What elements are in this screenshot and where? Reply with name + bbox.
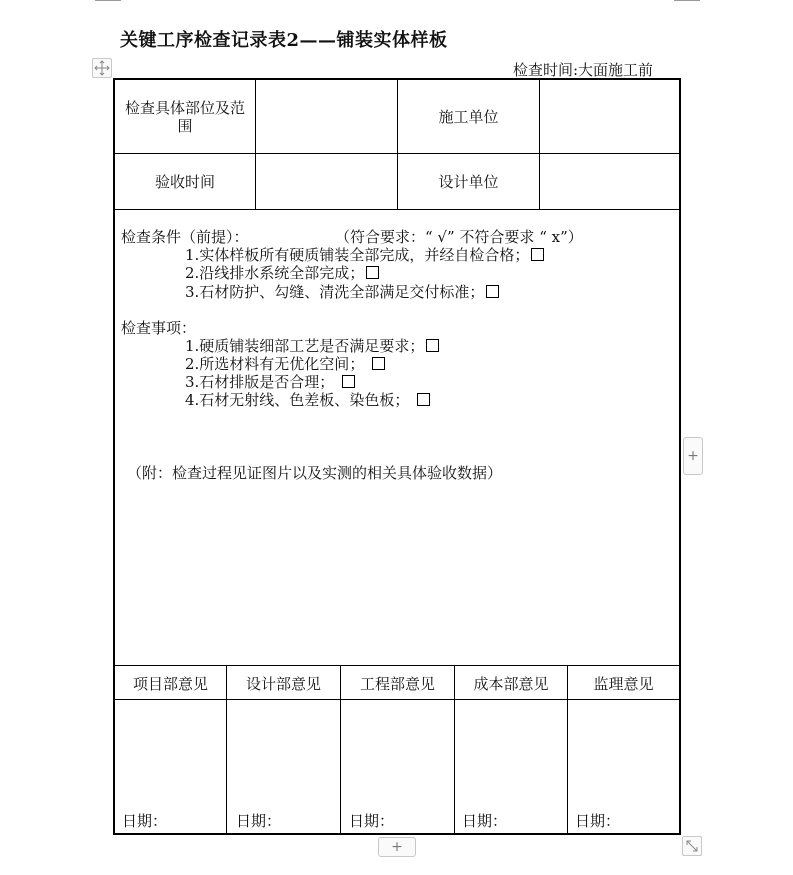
plus-icon: + <box>687 448 699 464</box>
acceptance-time-value[interactable] <box>256 154 397 209</box>
signoff-header-design: 设计部意见 <box>245 675 321 693</box>
signoff-date-supervision: 日期： <box>575 812 621 830</box>
conditions-heading: 检查条件（前提）： <box>121 228 249 246</box>
add-column-button[interactable] <box>683 437 703 475</box>
signoff-header-engineering: 工程部意见 <box>359 675 435 693</box>
inspect-scope-label: 检查具体部位及范围 <box>124 98 245 135</box>
check-item-text: 4.石材无射线、色差板、染色板； <box>185 391 410 409</box>
signoff-header-supervision: 监理意见 <box>593 675 654 693</box>
check-checkbox[interactable] <box>426 339 439 352</box>
inspection-time: 检查时间:大面施工前 <box>513 61 654 79</box>
design-unit-value[interactable] <box>540 154 679 209</box>
signoff-date-engineering: 日期： <box>349 812 395 830</box>
condition-item <box>185 283 499 301</box>
add-row-button[interactable] <box>378 837 416 857</box>
design-unit-label: 设计单位 <box>438 172 499 191</box>
plus-icon: + <box>391 839 403 855</box>
items-check-heading: 检查事项： <box>121 319 197 337</box>
condition-item-text: 3.石材防护、勾缝、清洗全部满足交付标准； <box>185 283 485 301</box>
inspect-scope-value[interactable] <box>256 80 397 153</box>
table-move-handle[interactable] <box>92 58 112 78</box>
condition-item <box>185 246 544 264</box>
check-checkbox[interactable] <box>342 375 355 388</box>
row-divider <box>115 209 679 210</box>
signoff-date-design: 日期： <box>236 812 282 830</box>
check-checkbox[interactable] <box>417 393 430 406</box>
conditions-legend: （符合要求：“ √” 不符合要求 “ x”） <box>335 228 583 246</box>
condition-item <box>185 264 379 282</box>
attachment-note: （附：检查过程见证图片以及实测的相关具体验收数据） <box>127 464 503 482</box>
signoff-header-cost: 成本部意见 <box>473 675 549 693</box>
condition-item-text: 2.沿线排水系统全部完成； <box>185 264 365 282</box>
condition-checkbox[interactable] <box>531 248 544 261</box>
check-item <box>185 373 355 391</box>
check-item <box>185 337 439 355</box>
condition-item-text: 1.实体样板所有硬质铺装全部完成，并经自检合格； <box>185 246 530 264</box>
construction-unit-value[interactable] <box>540 80 679 153</box>
condition-checkbox[interactable] <box>366 266 379 279</box>
check-item-text: 3.石材排版是否合理； <box>185 373 335 391</box>
condition-checkbox[interactable] <box>486 285 499 298</box>
construction-unit-label: 施工单位 <box>438 107 499 126</box>
signoff-date-cost: 日期： <box>462 812 508 830</box>
move-icon <box>93 59 111 77</box>
check-item-text: 1.硬质铺装细部工艺是否满足要求； <box>185 337 425 355</box>
signoff-date-project: 日期： <box>122 812 168 830</box>
acceptance-time-label: 验收时间 <box>154 172 215 191</box>
signoff-header-project: 项目部意见 <box>132 675 208 693</box>
page-edge-mark-right <box>674 0 700 1</box>
document-title: 关键工序检查记录表2——铺装实体样板 <box>120 30 448 51</box>
page-edge-mark-left <box>95 0 121 1</box>
check-item <box>185 391 430 409</box>
check-item <box>185 355 385 373</box>
inspection-table <box>113 78 681 835</box>
table-resize-handle[interactable] <box>682 836 702 856</box>
check-item-text: 2.所选材料有无优化空间； <box>185 355 365 373</box>
check-checkbox[interactable] <box>372 357 385 370</box>
row-divider <box>115 665 679 666</box>
resize-icon <box>683 837 701 855</box>
